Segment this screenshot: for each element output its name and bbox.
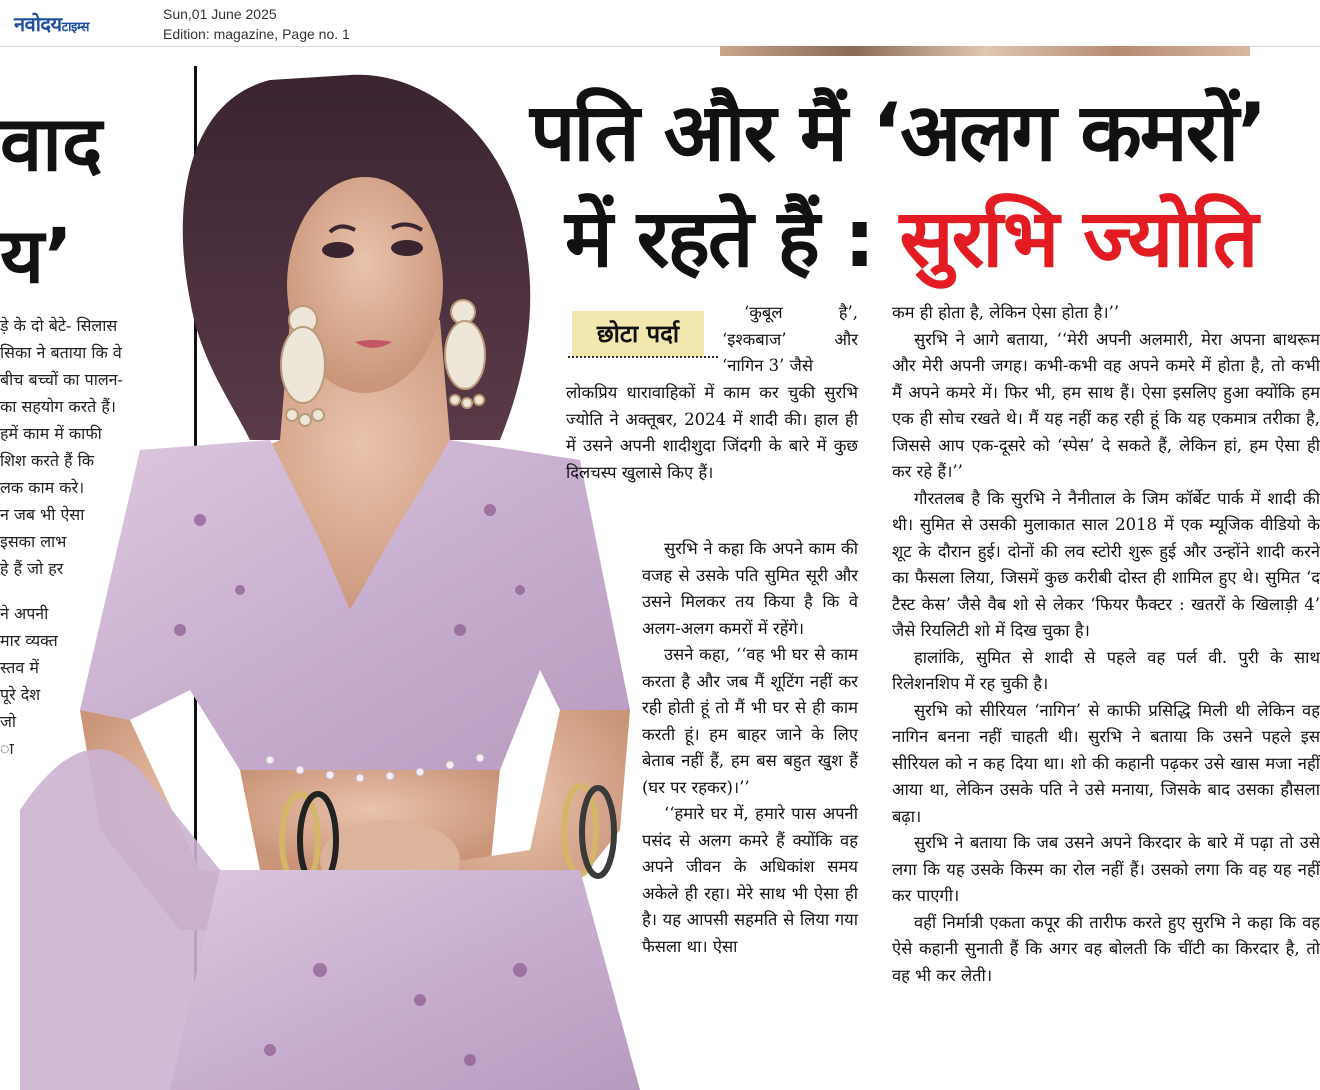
article-column-d [892,300,1320,989]
headline-black-part: में रहते हैं : [565,192,900,285]
prev-body-line: शिश करते हैं कि [0,451,95,470]
prev-body-line: ड़े के दो बेटे- सिलास [0,316,118,335]
edition-page: Edition: magazine, Page no. 1 [163,26,350,42]
article-paragraph: उसने कहा, ‘‘वह भी घर से काम करता है और जब मैं शूटिंग नहीं कर रही होती हूं तो मैं भी घर से ही काम करती हूं। हम बाहर जाने के लिए बेताब नहीं हैं, हम बस बहुत खुश हैं (घर पर रहकर)।’’ [642,645,858,797]
article-photo[interactable] [20,70,640,1090]
prev-body-line: न जब भी ऐसा [0,505,85,524]
prev-body-line: का सहयोग करते हैं। [0,397,116,416]
prev-body-line: ने अपनी [0,604,49,623]
kicker-dotted-rule [568,356,718,358]
prev-body-line: पूरे देश [0,685,41,704]
prev-body-line: मार व्यक्त [0,631,58,650]
newspaper-logo[interactable] [14,10,89,37]
article-paragraph: ‘‘हमारे घर में, हमारे पास अपनी पसंद से अलग कमरे हैं क्योंकि वह अपने जीवन के अधिकांश समय अकेले ही रहा। मेरे साथ भी ऐसा ही है। यह आपसी सहमति से लिया गया फैसला था। ऐसा [642,804,858,956]
section-kicker[interactable]: छोटा पर्दा [572,311,704,357]
page-header [0,0,1320,47]
article-paragraph: गौरतलब है कि सुरभि ने नैनीताल के जिम कॉर्बेट पार्क में शादी की थी। सुमित से उसकी मुलाकात साल 2018 में एक म्यूजिक वीडियो के शूट के दौरान हुई। दोनों की लव स्टोरी शुरू हुई और उन्होंने शादी करने का फैसला लिया, जिसमें कुछ करीबी दोस्त ही शामिल हुए थे। सुमित ‘द टैस्ट केस’ जैसे वैब शो से लेकर ‘फियर फैक्टर : खतरों के खिलाड़ी 4’ जैसे रियलिटी शो में दिख चुका है। [892,488,1320,640]
edition-meta [163,4,350,44]
headline-red-part: सुरभि ज्योति [899,192,1257,285]
prev-headline-line1: वाद [0,99,103,188]
top-photo-strip [720,46,1250,56]
article-paragraph: कम ही होता है, लेकिन ऐसा होता है।’’ [892,303,1120,322]
article-paragraph: लोकप्रिय धारावाहिकों में काम कर चुकी सुरभि ज्योति ने अक्तूबर, 2024 में शादी की। हाल ही में उसने अपनी शादीशुदा जिंदगी के बारे में कुछ दिलचस्प खुलासे किए हैं। [566,383,858,482]
article-column-c [642,536,858,960]
prev-body-line: लक काम करे। [0,478,85,497]
prev-body-line: इसका लाभ [0,532,67,551]
article-column-a [722,300,858,380]
article-column-b [566,380,858,486]
prev-body-line: जो [0,712,17,731]
article-headline-line2[interactable] [565,184,1256,294]
prev-body-line: हे हैं जो हर [0,559,64,578]
article-paragraph: सुरभि ने कहा कि अपने काम की वजह से उसके पति सुमित सूरी और उसने मिलकर तय किया है कि वे अलग-अलग कमरों में रहेंगे। [642,539,858,638]
article-paragraph: वहीं निर्मात्री एकता कपूर की तारीफ करते हुए सुरभि ने कहा कि वह ऐसे कहानी सुनाती हैं कि अगर वह बोलती कि चींटी का किरदार है, तो वह भी कर लेती। [892,912,1320,985]
article-paragraph: हालांकि, सुमित से शादी से पहले वह पर्ल वी. पुरी के साथ रिलेशनशिप में रह चुकी है। [892,647,1320,693]
prev-body-line: हमें काम में काफी [0,424,102,443]
article-paragraph: ‘कुबूल है’, ‘इश्कबाज’ और ‘नागिन 3’ जैसे [722,303,858,375]
article-headline-line1[interactable]: पति और मैं ‘अलग कमरों’ [530,86,1266,179]
prev-body-line: स्तव में [0,658,39,677]
prev-body-line: बीच बच्चों का पालन- [0,370,123,389]
prev-body-line: ा [0,739,14,758]
article-paragraph: सुरभि ने आगे बताया, ‘‘मेरी अपनी अलमारी, मेरा अपना बाथरूम और मेरी अपनी जगह। कभी-कभी वह अपने कमरे में होता है, तो कभी मैं अपने कमरे में। फिर भी, हम साथ हैं। ऐसा इसलिए हुआ क्योंकि हम एक ही सोच रखते थे। मैं यह नहीं कह रही हूं कि यह एकमात्र तरीका है, जिससे आप एक-दूसरे को ‘स्पेस’ दे सकते हैं, लेकिन हां, हम ऐसा ही कर रहे हैं।’’ [892,329,1320,481]
article-paragraph: सुरभि को सीरियल ‘नागिन’ से काफी प्रसिद्धि मिली थी लेकिन वह नागिन बनना नहीं चाहती थी। सुरभि ने बताया कि उसने पहले इस सीरियल को न कह दिया था। शो की कहानी पढ़कर उसे खास मजा नहीं आया था, लेकिन उसके पति ने उसे मनाया, जिसके बाद उसका हौसला बढ़ा। [892,700,1320,826]
brand-sub: टाइम्स [61,20,89,35]
edition-date: Sun,01 June 2025 [163,6,277,22]
brand-main: नवोदय [14,12,62,36]
article-paragraph: सुरभि ने बताया कि जब उसने अपने किरदार के बारे में पढ़ा तो उसे लगा कि यह उसके किस्म का रोल नहीं हैं। उसको लगा कि वह यह नहीं कर पाएगी। [892,833,1320,905]
prev-body-line: सिका ने बताया कि वे [0,343,122,362]
prev-headline-line2: य’ [0,211,73,300]
